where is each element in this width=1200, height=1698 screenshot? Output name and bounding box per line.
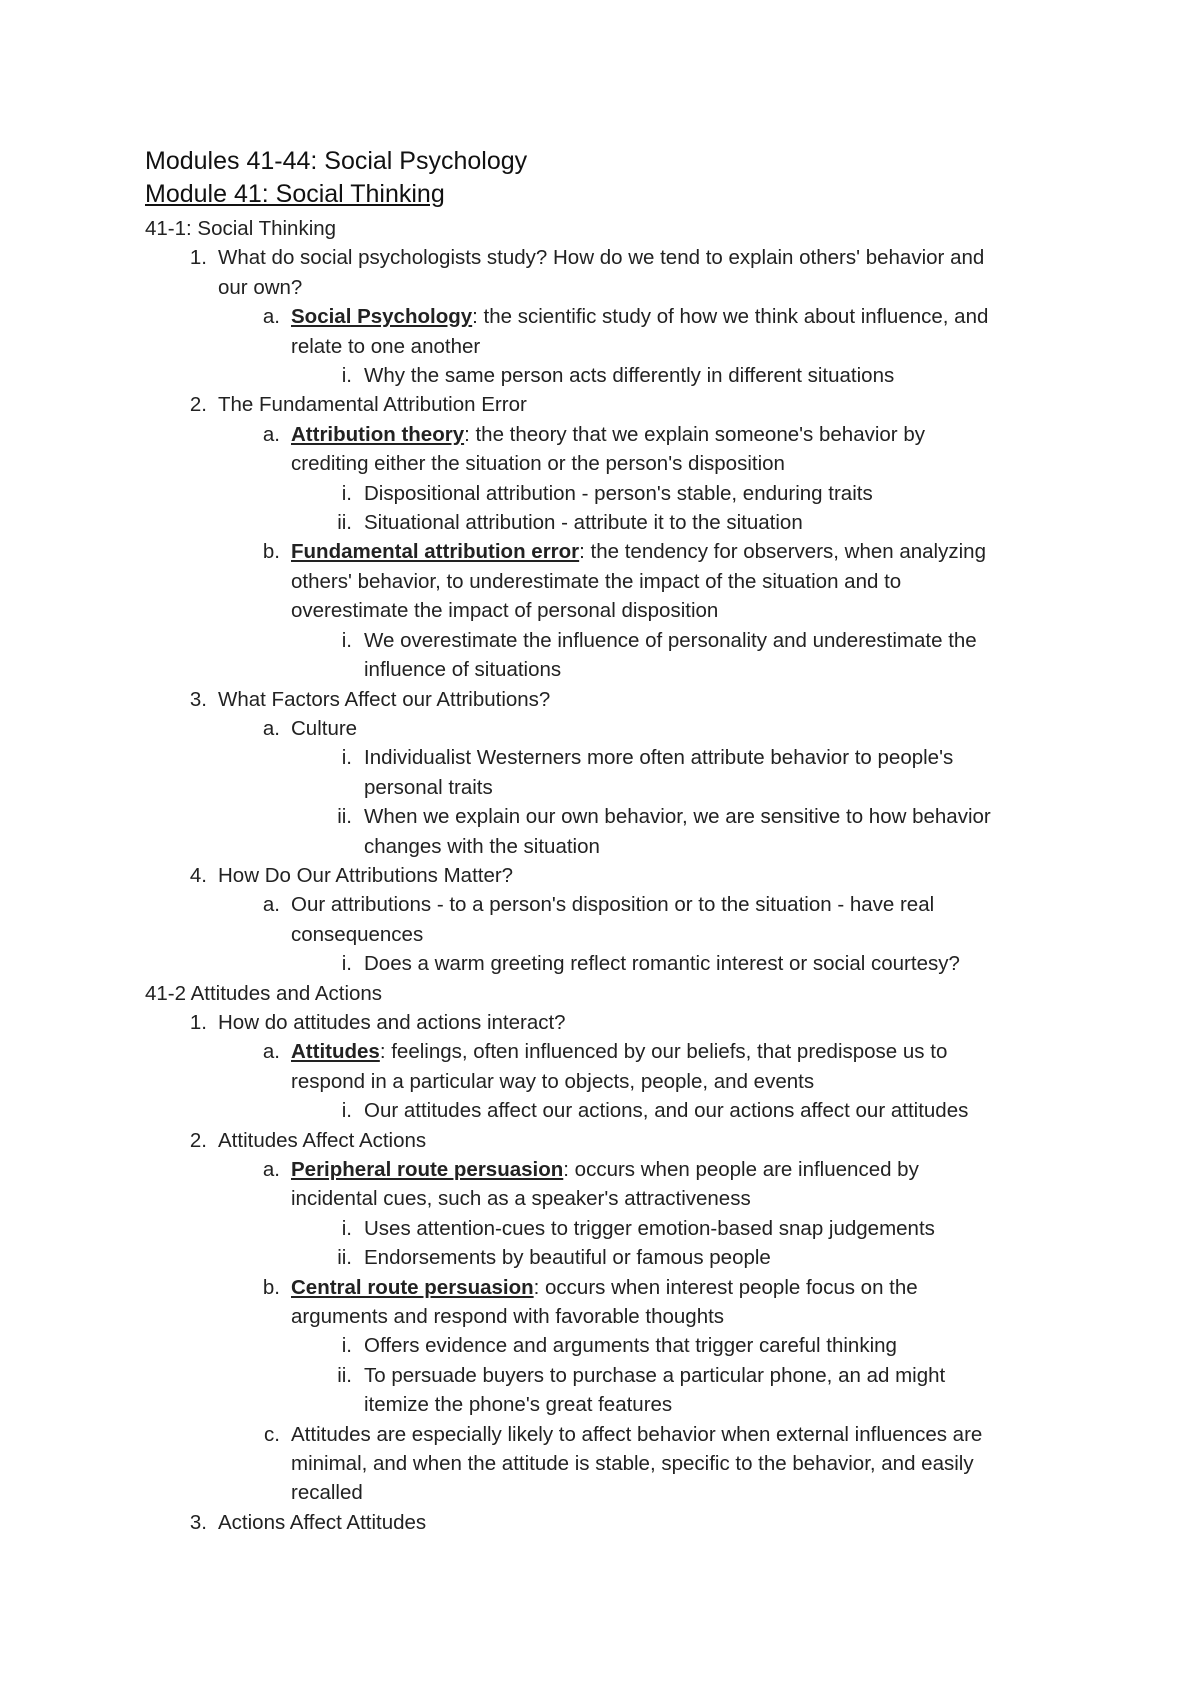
list-marker: i. xyxy=(341,746,352,770)
outline-line xyxy=(145,1243,1065,1272)
line-text: itemize the phone's great features xyxy=(364,1393,673,1417)
outline-line xyxy=(145,1390,1065,1419)
list-marker: a. xyxy=(262,1158,280,1181)
list-marker: 4. xyxy=(189,863,207,887)
key-term: Attribution theory xyxy=(291,422,465,446)
outline-line xyxy=(145,1361,1065,1390)
list-marker: i. xyxy=(341,952,352,976)
outline-line xyxy=(145,920,1065,949)
outline-line xyxy=(145,1126,1065,1155)
outline-line xyxy=(145,1008,1065,1037)
list-marker: b. xyxy=(262,540,280,564)
key-term: Central route persuasion xyxy=(291,1275,534,1299)
line-text: Dispositional attribution - person's stable, enduring traits xyxy=(364,481,873,505)
module-heading: Module 41: Social Thinking xyxy=(145,180,445,208)
outline-line xyxy=(145,685,1065,714)
list-marker: c. xyxy=(264,1422,280,1446)
document-title: Modules 41-44: Social Psychology xyxy=(145,147,528,175)
outline-line xyxy=(145,508,1065,537)
line-text: Uses attention-cues to trigger emotion-based snap judgements xyxy=(364,1216,935,1240)
line-text: 41-1: Social Thinking xyxy=(145,217,337,240)
list-marker: a. xyxy=(262,422,280,446)
outline-line xyxy=(145,1302,1065,1331)
list-marker: i. xyxy=(341,628,352,652)
line-text: personal traits xyxy=(364,775,493,799)
line-text: : the theory that we explain someone's behavior by xyxy=(464,422,925,446)
outline-line xyxy=(145,1037,1065,1066)
outline-line xyxy=(145,479,1065,508)
key-term: Fundamental attribution error xyxy=(291,540,580,564)
list-marker: ii. xyxy=(337,1363,352,1387)
line-text: respond in a particular way to objects, people, and events xyxy=(291,1069,815,1093)
list-marker: 2. xyxy=(189,393,207,417)
outline-line xyxy=(145,626,1065,655)
outline-line xyxy=(145,655,1065,684)
line-text: recalled xyxy=(291,1481,363,1505)
line-text: To persuade buyers to purchase a particular phone, an ad might xyxy=(364,1363,946,1387)
line-text: When we explain our own behavior, we are sensitive to how behavior xyxy=(364,805,991,829)
outline-line xyxy=(145,1155,1065,1184)
line-text: We overestimate the influence of personality and underestimate the xyxy=(364,628,977,652)
line-text: incidental cues, such as a speaker's attractiveness xyxy=(291,1187,751,1211)
list-marker: a. xyxy=(262,1040,280,1064)
line-text: 41-2 Attitudes and Actions xyxy=(145,981,383,1005)
section-heading xyxy=(145,979,1065,1008)
list-marker: i. xyxy=(341,1334,352,1358)
outline-line xyxy=(145,890,1065,919)
outline-line xyxy=(145,1508,1065,1537)
outline-line xyxy=(145,1449,1065,1478)
list-marker: 1. xyxy=(189,1010,207,1034)
line-text: Situational attribution - attribute it to the situation xyxy=(364,511,803,535)
line-text: Attitudes are especially likely to affect behavior when external influences are xyxy=(291,1422,983,1446)
line-text: The Fundamental Attribution Error xyxy=(218,393,527,417)
list-marker: 2. xyxy=(189,1128,207,1152)
line-text: overestimate the impact of personal disposition xyxy=(291,599,719,623)
line-text: arguments and respond with favorable thoughts xyxy=(291,1305,725,1329)
outline-line xyxy=(145,1214,1065,1243)
outline-line xyxy=(145,537,1065,566)
line-text: Individualist Westerners more often attribute behavior to people's xyxy=(364,746,954,770)
list-marker: b. xyxy=(262,1275,280,1299)
outline-line xyxy=(145,302,1065,331)
outline-line xyxy=(145,390,1065,419)
section-heading xyxy=(145,214,1065,243)
line-text: changes with the situation xyxy=(364,834,600,858)
list-marker: i. xyxy=(341,481,352,505)
line-text: : occurs when interest people focus on the xyxy=(533,1275,918,1299)
list-marker: ii. xyxy=(337,511,352,535)
outline-line xyxy=(145,567,1065,596)
line-text: Our attributions - to a person's disposition or to the situation - have real xyxy=(291,893,935,917)
line-text: Offers evidence and arguments that trigger careful thinking xyxy=(364,1334,897,1358)
line-text: How Do Our Attributions Matter? xyxy=(218,863,514,887)
line-text: Endorsements by beautiful or famous people xyxy=(364,1246,771,1270)
outline-line xyxy=(145,743,1065,772)
line-text: relate to one another xyxy=(291,334,481,358)
list-marker: i. xyxy=(341,1216,352,1240)
list-marker: 3. xyxy=(189,687,207,711)
outline-line xyxy=(145,1273,1065,1302)
line-text: Our attitudes affect our actions, and our actions affect our attitudes xyxy=(364,1099,969,1123)
list-marker: 3. xyxy=(189,1510,207,1534)
outline-line xyxy=(145,596,1065,625)
outline-line xyxy=(145,332,1065,361)
line-text: our own? xyxy=(218,275,303,299)
key-term: Peripheral route persuasion xyxy=(291,1158,564,1181)
list-marker: a. xyxy=(262,305,280,329)
outline-line xyxy=(145,273,1065,302)
outline-line xyxy=(145,832,1065,861)
line-text: Why the same person acts differently in different situations xyxy=(364,364,895,388)
line-text: Actions Affect Attitudes xyxy=(218,1510,427,1534)
line-text: minimal, and when the attitude is stable, specific to the behavior, and easily xyxy=(291,1452,974,1476)
list-marker: ii. xyxy=(337,1246,352,1270)
outline-line xyxy=(145,773,1065,802)
line-text: What Factors Affect our Attributions? xyxy=(218,687,551,711)
line-text: : the tendency for observers, when analyzing xyxy=(579,540,986,564)
outline-line xyxy=(145,243,1065,272)
outline-line xyxy=(145,802,1065,831)
key-term: Social Psychology xyxy=(291,305,473,329)
outline-line xyxy=(145,1420,1065,1449)
line-text: Does a warm greeting reflect romantic interest or social courtesy? xyxy=(364,952,960,976)
outline-line xyxy=(145,361,1065,390)
line-text: How do attitudes and actions interact? xyxy=(218,1010,566,1034)
list-marker: i. xyxy=(341,364,352,388)
list-marker: 1. xyxy=(189,246,207,270)
line-text: : feelings, often influenced by our beliefs, that predispose us to xyxy=(379,1040,948,1064)
line-text: Culture xyxy=(291,716,358,740)
outline-line xyxy=(145,714,1065,743)
line-text: crediting either the situation or the person's disposition xyxy=(291,452,785,476)
line-text: influence of situations xyxy=(364,658,562,682)
outline-line xyxy=(145,420,1065,449)
line-text: : occurs when people are influenced by xyxy=(563,1158,919,1181)
outline-line xyxy=(145,949,1065,978)
list-marker: a. xyxy=(262,893,280,917)
list-marker: a. xyxy=(262,716,280,740)
line-text: Attitudes Affect Actions xyxy=(218,1128,427,1152)
list-marker: ii. xyxy=(337,805,352,829)
line-text: : the scientific study of how we think about influence, and xyxy=(472,305,989,329)
notes-body xyxy=(145,214,1065,1537)
list-marker: i. xyxy=(341,1099,352,1123)
outline-line xyxy=(145,449,1065,478)
outline-line xyxy=(145,1331,1065,1360)
line-text: What do social psychologists study? How do we tend to explain others' behavior and xyxy=(218,246,985,270)
outline-line xyxy=(145,1478,1065,1507)
outline-line xyxy=(145,861,1065,890)
line-text: others' behavior, to underestimate the impact of the situation and to xyxy=(291,569,902,593)
outline-line xyxy=(145,1184,1065,1213)
outline-line xyxy=(145,1067,1065,1096)
line-text: consequences xyxy=(291,922,424,946)
outline-line xyxy=(145,1096,1065,1125)
key-term: Attitudes xyxy=(291,1040,380,1064)
